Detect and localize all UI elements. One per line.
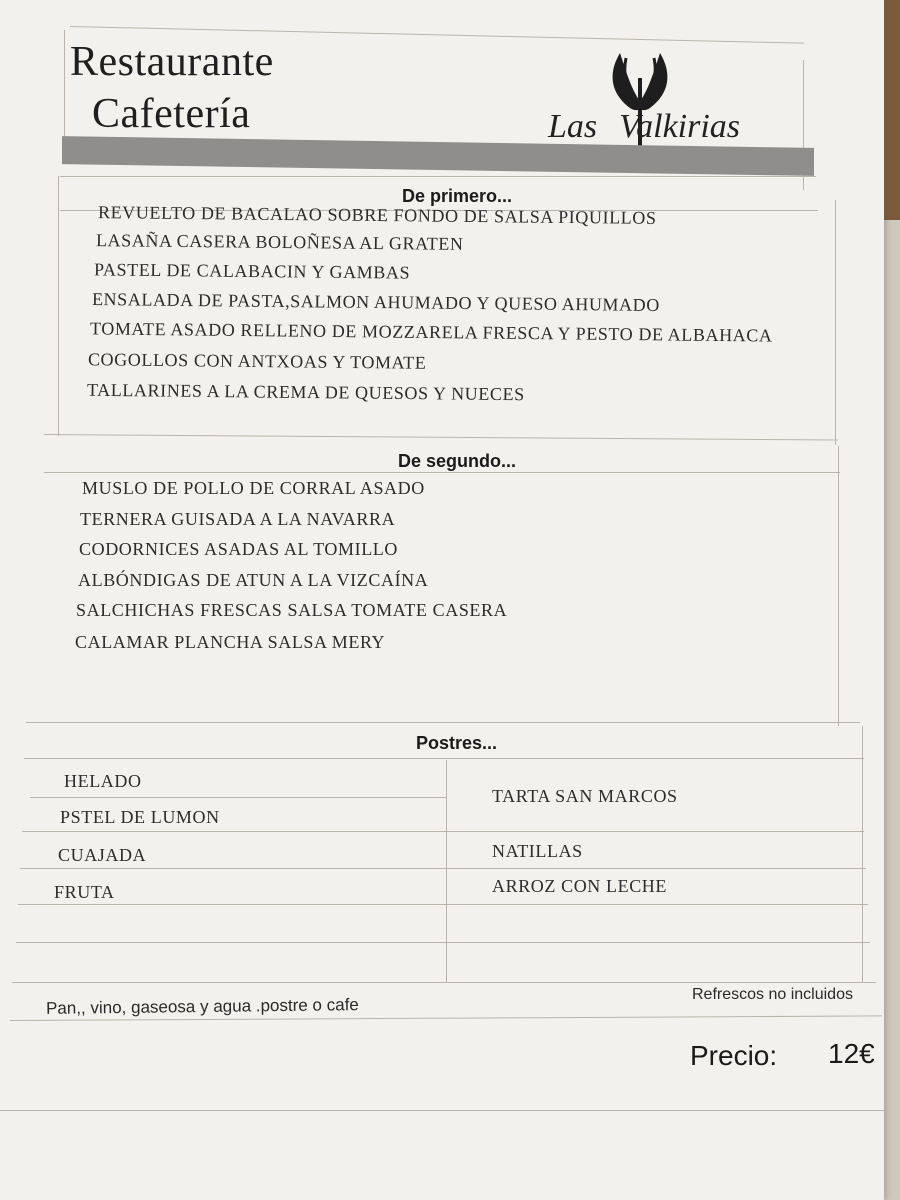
postres-row-line-5 xyxy=(16,942,870,943)
postre-left-2: PSTEL DE LUMON xyxy=(60,807,220,827)
restaurant-title-line2: Cafetería xyxy=(92,91,251,137)
postre-left-1: HELADO xyxy=(64,771,142,791)
frame-left-line xyxy=(64,30,65,150)
includes-note: Pan,, vino, gaseosa y agua .postre o cafe xyxy=(45,995,359,1018)
postres-title: Postres... xyxy=(416,733,498,753)
primero-dish-4: ENSALADA DE PASTA,SALMON AHUMADO Y QUESO AHUMADO xyxy=(91,289,661,315)
table-edge-background xyxy=(884,0,900,220)
segundo-dish-1: MUSLO DE POLLO DE CORRAL ASADO xyxy=(82,478,425,498)
primero-title: De primero... xyxy=(402,186,513,206)
segundo-dish-3: CODORNICES ASADAS AL TOMILLO xyxy=(79,539,399,559)
logo-wordmark xyxy=(548,108,740,146)
segundo-dish-6: CALAMAR PLANCHA SALSA MERY xyxy=(75,632,386,652)
postres-row-line-1 xyxy=(30,797,446,798)
segundo-right-border xyxy=(838,446,839,726)
price-label: Precio: xyxy=(690,1040,778,1071)
segundo-header-line-bottom xyxy=(44,472,840,473)
postre-right-2: NATILLAS xyxy=(492,841,583,861)
postres-row-line-3 xyxy=(20,868,866,869)
postres-header-line-bottom xyxy=(24,758,864,759)
segundo-dish-4: ALBÓNDIGAS DE ATUN A LA VIZCAÍNA xyxy=(78,570,429,590)
postres-center-divider xyxy=(446,760,447,982)
primero-dish-6: COGOLLOS CON ANTXOAS Y TOMATE xyxy=(87,349,427,373)
primero-header-line-top xyxy=(60,176,816,177)
primero-right-border xyxy=(835,200,836,445)
primero-left-border xyxy=(58,176,59,436)
postres-row-line-6 xyxy=(12,982,876,983)
primero-dish-1: REVUELTO DE BACALAO SOBRE FONDO DE SALSA PIQUILLOS xyxy=(97,202,657,228)
logo-word-las: Las xyxy=(548,108,598,145)
logo-word-valkirias: Valkirias xyxy=(619,108,741,145)
postre-left-3: CUAJADA xyxy=(58,845,147,865)
price-value: 12€ xyxy=(828,1038,875,1069)
primero-dish-2: LASAÑA CASERA BOLOÑESA AL GRATEN xyxy=(95,230,464,254)
segundo-dish-5: SALCHICHAS FRESCAS SALSA TOMATE CASERA xyxy=(76,600,508,620)
bottom-line xyxy=(0,1110,884,1111)
postre-left-4: FRUTA xyxy=(54,882,115,902)
primero-dish-7: TALLARINES A LA CREMA DE QUESOS Y NUECES xyxy=(86,379,525,405)
segundo-header-line-top xyxy=(44,434,838,441)
refrescos-note: Refrescos no incluidos xyxy=(692,986,853,1003)
postre-right-3: ARROZ CON LECHE xyxy=(492,876,667,896)
segundo-dish-2: TERNERA GUISADA A LA NAVARRA xyxy=(80,509,396,529)
postres-right-border xyxy=(862,726,863,982)
primero-dish-5: TOMATE ASADO RELLENO DE MOZZARELA FRESCA Y PESTO DE ALBAHACA xyxy=(89,318,773,346)
postres-row-line-2 xyxy=(22,831,864,832)
postre-right-1: TARTA SAN MARCOS xyxy=(492,786,678,806)
segundo-title: De segundo... xyxy=(398,451,517,471)
postres-row-line-4 xyxy=(18,904,868,905)
postres-header-line-top xyxy=(26,722,860,723)
primero-dish-3: PASTEL DE CALABACIN Y GAMBAS xyxy=(93,259,411,283)
restaurant-title-line1: Restaurante xyxy=(70,39,274,85)
